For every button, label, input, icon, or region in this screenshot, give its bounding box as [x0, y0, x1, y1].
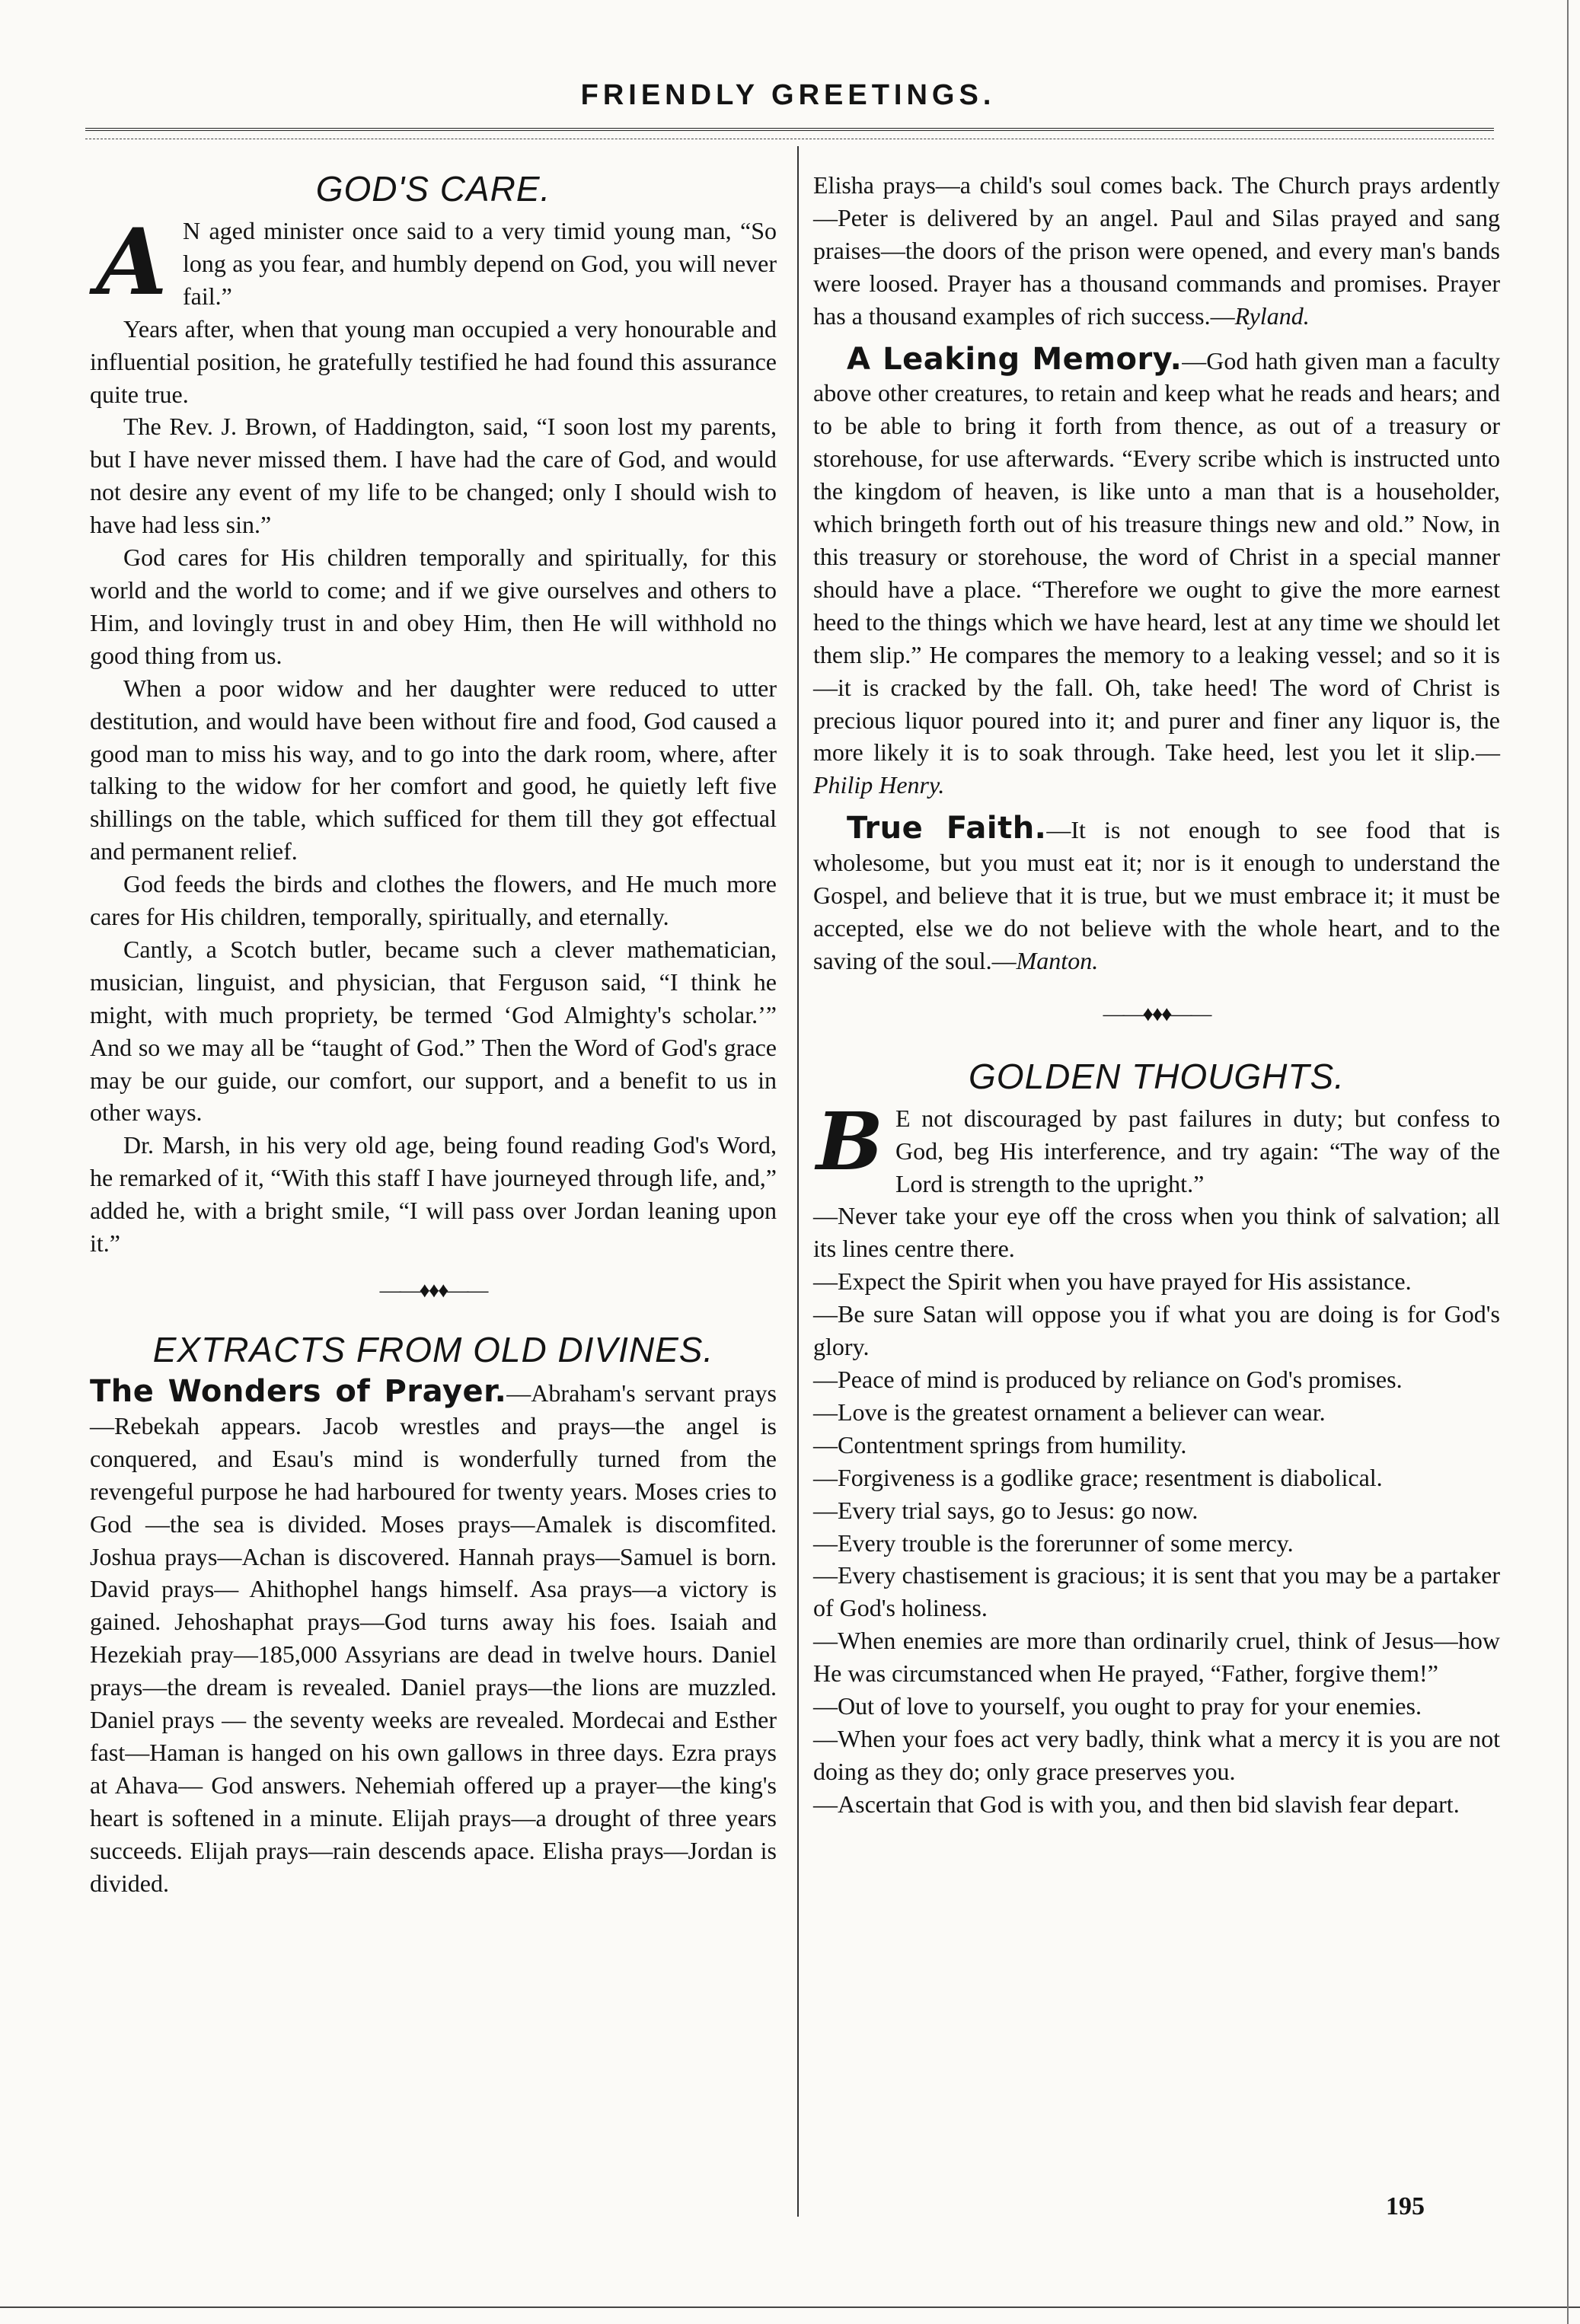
- wonders-of-prayer-continued: Elisha prays—a child's soul comes back. The Church prays ardently—Peter is delivered by an angel. Paul and Silas prayed and sang praises—the doors of the prison were opened, and every man's bands were loosed. Prayer has a thousand commands and promises. Prayer has a thousand examples of rich success.—Ryland.: [813, 171, 1500, 330]
- golden-thought-item: —Every trouble is the forerunner of some mercy.: [813, 1529, 1294, 1557]
- drop-cap-letter: A: [96, 209, 168, 316]
- ornamental-divider: ——♦♦♦——: [1103, 1002, 1211, 1026]
- page-number: 195: [1386, 2192, 1425, 2220]
- leaking-memory-text: —God hath given man a faculty above other creatures, to retain and keep what he reads and hears; and to be able to bring it forth from thence, as out of a treasury or storehouse, for use afterwards. “Every scribe which is instructed unto the kingdom of heaven, is like unto a man that is a householder, which bringeth forth out of his treasure things new and old.” Now, in this treasury or storehouse, the word of Christ in a special manner should have a place. “Therefore we ought to give the more earnest heed to the things which we have heard, lest at any time we should let them slip.” He compares the memory to a leaking vessel; and so it is—it is cracked by the fall. Oh, take heed! The word of Christ is precious liquor poured into it; and purer and finer any liquor is, the more likely it is to soak through. Take heed, lest you let it slip.—: [813, 346, 1501, 767]
- golden-thought-item: —Ascertain that God is with you, and then bid slavish fear depart.: [813, 1790, 1460, 1818]
- true-faith-text: —It is not enough to see food that is wholesome, but you must eat it; nor is it enough to understand the Gospel, and believe that it is true, but we must embrace it; it must be accepted, else we do not believe with the whole heart, and to the saving of the soul.—: [813, 816, 1501, 974]
- golden-thoughts-article: [813, 1094, 1500, 1821]
- left-column: [90, 167, 777, 1900]
- golden-thought-item: —Every chastisement is gracious; it is sent that you may be a partaker of God's holiness.: [813, 1561, 1500, 1622]
- leaking-memory-lead: A Leaking Memory.: [847, 341, 1183, 377]
- golden-thought-item: —Contentment springs from humility.: [813, 1430, 1187, 1458]
- extracts-heading: EXTRACTS FROM OLD DIVINES.: [152, 1330, 714, 1369]
- author-philip-henry: Philip Henry.: [813, 771, 945, 799]
- golden-thought-item: —Expect the Spirit when you have prayed for His assistance.: [813, 1267, 1412, 1296]
- gods-care-paragraph: When a poor widow and her daughter were reduced to utter destitution, and would have been without fire and food, God caused a good man to miss his way, and to go into the dark room, where, after talking to the widow for her comfort and good, he quietly left five shillings on the table, which sufficed for them till they got effectual and permanent relief.: [90, 674, 777, 866]
- golden-thoughts-intro: E not discouraged by past failures in duty; but confess to God, beg His interference, and try again: “The way of the Lord is strength to the upright.”: [895, 1104, 1500, 1197]
- right-column: [813, 169, 1500, 1821]
- true-faith-paragraph: [813, 812, 1500, 977]
- golden-thought-item: —Love is the greatest ornament a believer can wear.: [813, 1398, 1326, 1426]
- gods-care-paragraph: The Rev. J. Brown, of Haddington, said, “I soon lost my parents, but I have never missed them. I have had the care of God, and would not desire any event of my life to be changed; only I should wish to have had less sin.”: [90, 413, 777, 539]
- gods-care-paragraph: Cantly, a Scotch butler, became such a clever mathematician, musician, linguist, and physician, that Ferguson said, “I think he might, with much propriety, be termed ‘God Almighty's scholar.’” And so we may all be “taught of God.” Then the Word of God's grace may be our guide, our comfort, our support, and a benefit to us in other ways.: [90, 935, 777, 1127]
- gods-care-paragraph: N aged minister once said to a very timid young man, “So long as you fear, and humbly depend on God, you will never fail.”: [183, 217, 777, 310]
- gods-care-paragraph: Years after, when that young man occupied a very honourable and influential position, he gratefully testified he had found this assurance quite true.: [90, 314, 777, 408]
- golden-thought-item: —Forgiveness is a godlike grace; resentment is diabolical.: [813, 1463, 1383, 1491]
- golden-thought-item: —When enemies are more than ordinarily cruel, think of Jesus—how He was circumstanced when He prayed, “Father, forgive them!”: [813, 1627, 1500, 1688]
- wonders-of-prayer-text: —Abraham's servant prays—Rebekah appears. Jacob wrestles and prays—the angel is conquered, and Esau's mind is wonderfully turned from the revengeful purpose he had harboured for twenty years. Moses cries to God —the sea is divided. Moses prays—Amalek is discomfited. Joshua prays—Achan is discovered. Hannah prays—Samuel is born. David prays— Ahithophel hangs himself. Asa prays—a victory is gained. Jehoshaphat prays—God turns away his foes. Isaiah and Hezekiah pray—185,000 Assyrians are dead in twelve hours. Daniel prays—the dream is revealed. Daniel prays—the lions are muzzled. Daniel prays — the seventy weeks are revealed. Mordecai and Esther fast—Haman is hanged on his own gallows in three days. Ezra prays at Ahava— God answers. Nehemiah offered up a prayer—the king's heart is softened in a minute. Elijah prays—a drought of three years succeeds. Elijah prays—rain descends apace. Elisha prays—Jordan is divided.: [90, 1379, 777, 1897]
- golden-thoughts-list: [813, 1200, 1500, 1820]
- header-double-rule: [85, 128, 1494, 131]
- gods-care-paragraph: God cares for His children temporally and spiritually, for this world and the world to come; and if we give ourselves and others to Him, and lovingly trust in and obey Him, then He will withhold no good thing from us.: [90, 544, 777, 669]
- leaking-memory-paragraph: [813, 343, 1500, 802]
- golden-thought-item: —Every trial says, go to Jesus: go now.: [813, 1496, 1199, 1524]
- bottom-rule: [0, 2306, 1580, 2308]
- column-divider: [797, 146, 799, 2217]
- ornamental-divider: ——♦♦♦——: [379, 1279, 487, 1302]
- golden-thought-item: —Peace of mind is produced by reliance on God's promises.: [813, 1366, 1403, 1393]
- author-manton: Manton.: [1016, 946, 1099, 974]
- golden-thought-item: —Never take your eye off the cross when you think of salvation; all its lines centre there.: [813, 1202, 1500, 1263]
- gods-care-paragraph: Dr. Marsh, in his very old age, being found reading God's Word, he remarked of it, “With this staff I have journeyed through life, and,” added he, with a bright smile, “I will pass over Jordan leaning upon it.”: [90, 1131, 777, 1258]
- true-faith-lead: True Faith.: [847, 811, 1047, 846]
- page-edge-line: [1567, 0, 1569, 2324]
- golden-thought-item: —Be sure Satan will oppose you if what you are doing is for God's glory.: [813, 1300, 1500, 1361]
- gods-care-paragraph: God feeds the birds and clothes the flowers, and He much more cares for His children, temporally, spiritually, and eternally.: [90, 870, 777, 931]
- golden-thought-item: —Out of love to yourself, you ought to pray for your enemies.: [813, 1692, 1422, 1720]
- running-head: FRIENDLY GREETINGS.: [580, 79, 996, 111]
- gods-care-article: [90, 209, 777, 1260]
- wonders-of-prayer-paragraph: [90, 1376, 777, 1900]
- drop-cap-letter: B: [816, 1094, 883, 1188]
- author-ryland: Ryland.: [1234, 301, 1310, 330]
- golden-thought-item: —When your foes act very badly, think what a mercy it is you are not doing as they do; only grace preserves you.: [813, 1724, 1500, 1785]
- wonders-of-prayer-lead: The Wonders of Prayer.: [90, 1374, 507, 1409]
- golden-thoughts-heading: GOLDEN THOUGHTS.: [969, 1056, 1345, 1096]
- gods-care-heading: GOD'S CARE.: [315, 169, 551, 209]
